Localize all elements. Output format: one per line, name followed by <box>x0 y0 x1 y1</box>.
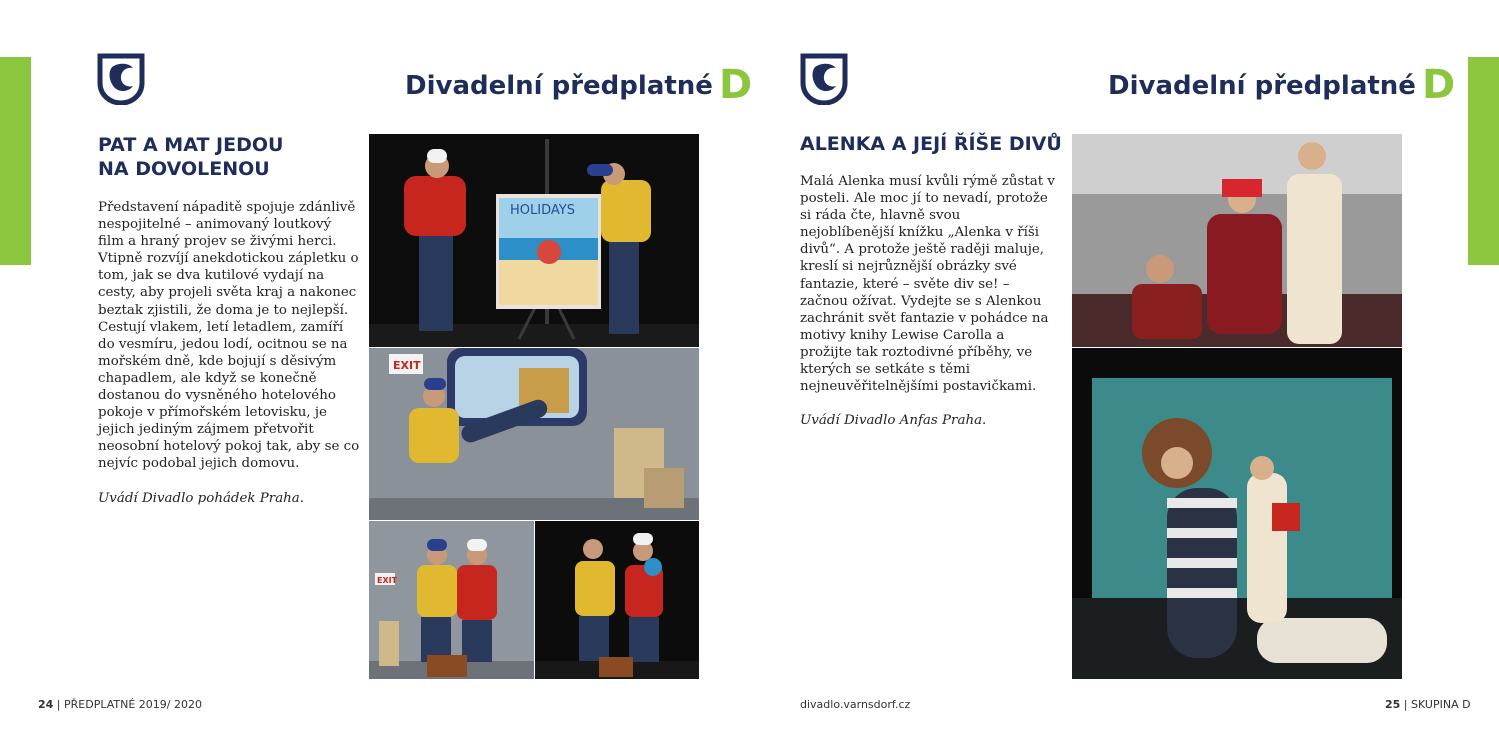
photo-exit-chair <box>369 348 699 520</box>
article-paragraph-right: Malá Alenka musí kvůli rýmě zůstat v posteli. Ale moc jí to nevadí, protože si ráda čte, hlavně svou nejoblíbenější knížku „Alenka v říši divů“. A protože ještě raději maluje, kreslí si nejrůznější obrázky své fantazie, které – světe div se! – začnou ožívat. Vydejte se s Alenkou zachránit svět fantazie v pohádce na motivy knihy Lewise Carolla a prožijte tak roztodivné příběhy, ve kterých se setkáte s těmi nejneuvěřitelnějšími postavičkami. <box>800 174 1055 395</box>
header-title-right: Divadelní předplatné <box>1108 71 1416 101</box>
left-page-number: 24 <box>38 698 54 711</box>
right-accent-bar <box>1468 57 1499 265</box>
right-page-number: 25 <box>1385 698 1401 711</box>
show-title <box>98 133 283 181</box>
right-footer: 25 | SKUPINA D <box>1385 698 1471 711</box>
photo-two-men-luggage <box>369 521 534 679</box>
article-paragraph: Představení nápaditě spojuje zdánlivě nespojitelné – animovaný loutkový film a hraný projev se živými herci. Vtipně rozvíjí anekdotickou zápletku o tom, jak se dva kutilové vydají na cesty, aby projeli světa kraj a nakonec beztak zjistili, že doma je to nejlepší. Cestují vlakem, letí letadlem, zamíří do vesmíru, jedou lodí, ocitnou se na mořském dně, kde bojují s děsivým chapadlem, ale když se konečně dostanou do vysněného hotelového pokoje v přímořském letovisku, je jejich jediným zájmem přetvořit neosobní hotelový pokoj tak, aby se co nejvíc podobal jejich domovu. <box>98 200 360 472</box>
right-article-body <box>800 173 1058 446</box>
photo-globe <box>535 521 699 679</box>
photo-alice-queen <box>1072 134 1402 347</box>
left-footer-label: PŘEDPLATNÉ 2019/ 2020 <box>64 698 202 711</box>
header-title: Divadelní předplatné <box>405 71 713 101</box>
article-credit: Uvádí Divadlo pohádek Praha. <box>98 490 305 506</box>
header-letter: D <box>718 62 753 108</box>
theatre-logo-icon-right <box>800 53 848 105</box>
show-title-line2: NA DOVOLENOU <box>98 158 270 180</box>
footer-url-link[interactable]: divadlo.varnsdorf.cz <box>800 698 911 711</box>
photo-alice-stage <box>1072 348 1402 679</box>
exit-sign-text: EXIT <box>393 359 421 372</box>
show-title-line1: PAT A MAT JEDOU <box>98 134 284 156</box>
right-page-header <box>1108 62 1455 108</box>
theatre-logo-icon <box>97 53 145 105</box>
photo-holiday-poster <box>369 134 699 347</box>
article-credit-right: Uvádí Divadlo Anfas Praha. <box>800 413 987 429</box>
left-article-body <box>98 199 360 524</box>
show-title-right: ALENKA A JEJÍ ŘÍŠE DIVŮ <box>800 133 1062 155</box>
left-footer: 24 | PŘEDPLATNÉ 2019/ 2020 <box>38 698 202 711</box>
right-footer-label: SKUPINA D <box>1411 698 1471 711</box>
exit-sign-small-text: EXIT <box>377 576 398 585</box>
poster-text: HOLIDAYS <box>510 203 575 218</box>
header-letter-right: D <box>1421 62 1456 108</box>
left-accent-bar <box>0 57 31 265</box>
left-page-header <box>405 62 752 108</box>
